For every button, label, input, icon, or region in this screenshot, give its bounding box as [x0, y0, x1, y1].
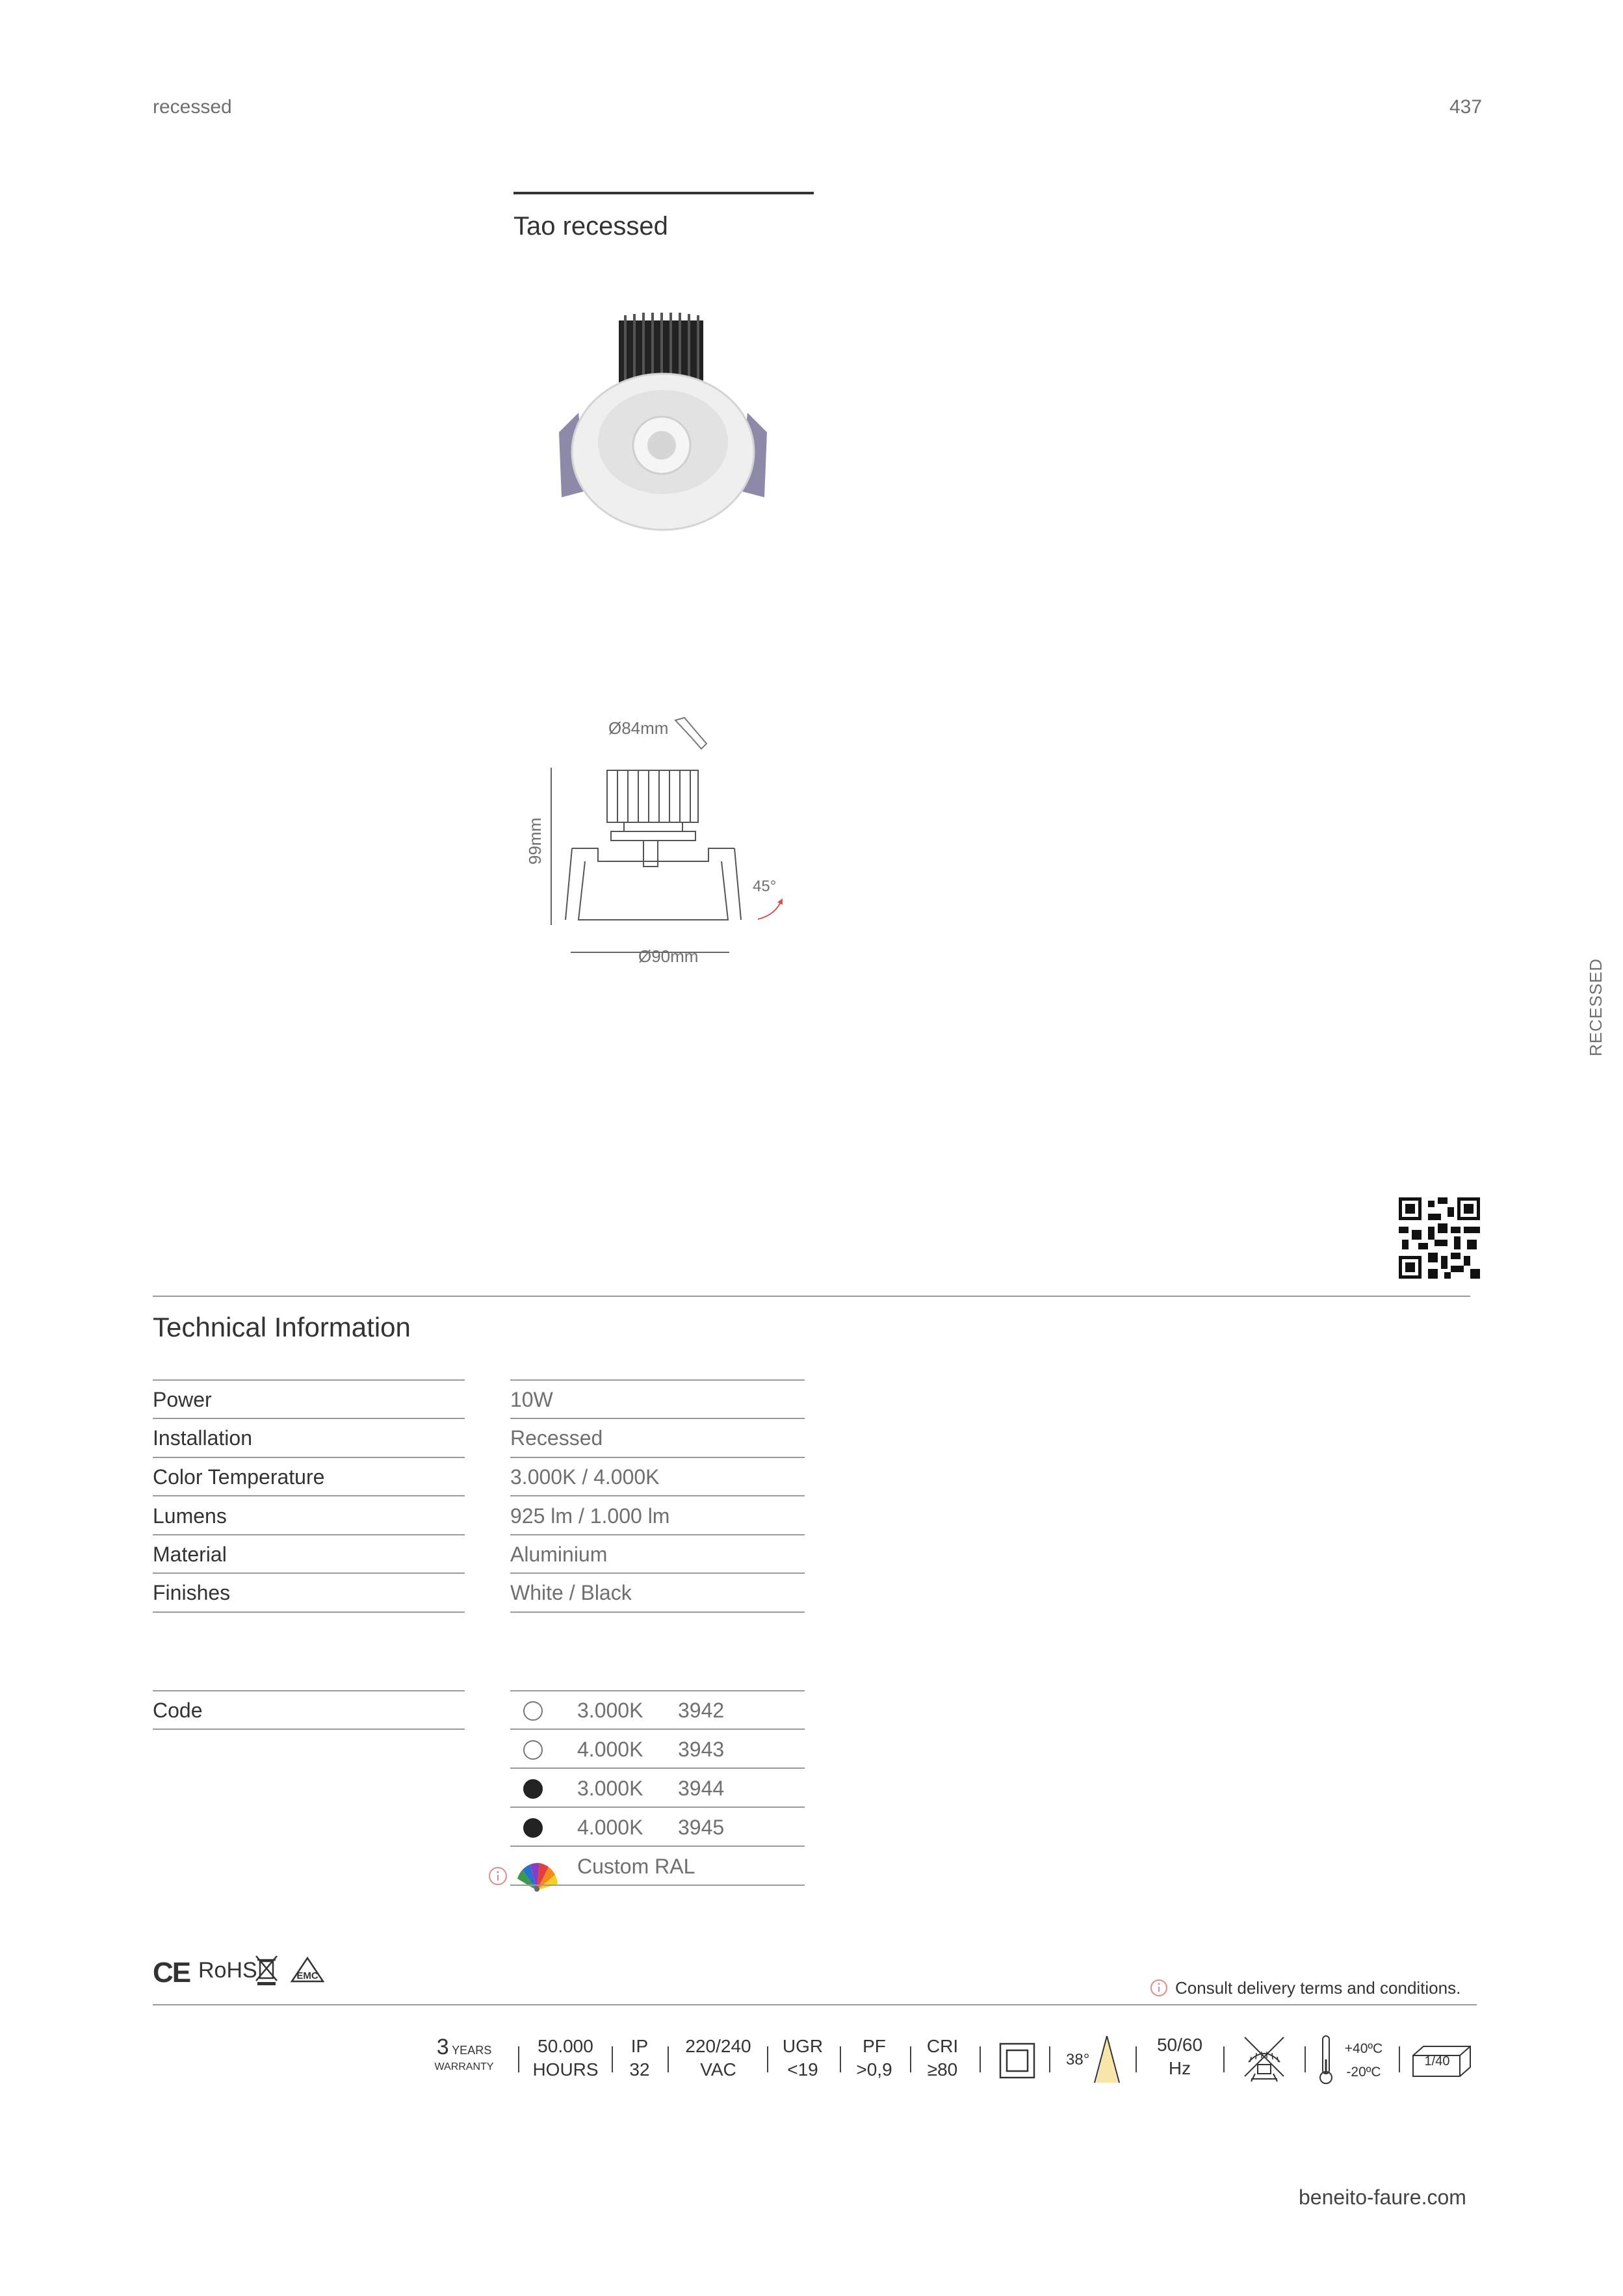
- color-fan-icon: [513, 1859, 560, 1893]
- row-divider: [510, 1768, 805, 1769]
- svg-text:EMC: EMC: [296, 1970, 318, 1981]
- beam-angle-icon: [1092, 2033, 1122, 2085]
- spring-clip-icon: [673, 715, 712, 754]
- spec-value: Aluminium: [510, 1543, 608, 1566]
- thermometer-icon: [1316, 2033, 1336, 2085]
- spec-value: Recessed: [510, 1426, 603, 1450]
- black-finish-swatch: [523, 1818, 543, 1838]
- row-divider: [153, 1418, 465, 1419]
- spec-value: 10W: [510, 1388, 553, 1411]
- ip-rating: [621, 2035, 658, 2081]
- row-divider: [153, 1690, 465, 1691]
- power-factor: [848, 2035, 900, 2081]
- code-number: 3944: [678, 1777, 725, 1800]
- pack-quantity: 1/40: [1424, 2054, 1450, 2068]
- row-divider: [510, 1495, 805, 1496]
- row-divider: [510, 1457, 805, 1458]
- tilt-label: 45°: [753, 878, 777, 895]
- spec-separator: [1399, 2046, 1400, 2072]
- product-photo: [552, 302, 773, 536]
- technical-heading: Technical Information: [153, 1312, 411, 1342]
- voltage-value: 220/240: [685, 2036, 751, 2056]
- spec-label: Color Temperature: [153, 1465, 325, 1489]
- code-number: 3942: [678, 1699, 725, 1722]
- ce-mark-icon: CE: [153, 1957, 190, 1989]
- spec-value: 925 lm / 1.000 lm: [510, 1504, 670, 1528]
- warranty-years: 3: [436, 2035, 449, 2059]
- code-number: 3943: [678, 1738, 725, 1761]
- beam-angle: 38°: [1066, 2051, 1090, 2068]
- ip-value: 32: [629, 2059, 650, 2080]
- ugr-label: UGR: [782, 2036, 824, 2056]
- spec-value: 3.000K / 4.000K: [510, 1465, 660, 1489]
- black-finish-swatch: [523, 1779, 543, 1799]
- side-tab-label: RECESSED: [1586, 958, 1605, 1056]
- pf-label: PF: [863, 2036, 886, 2056]
- spec-separator: [612, 2046, 613, 2072]
- code-temperature: 3.000K: [577, 1777, 643, 1800]
- spec-separator: [840, 2046, 841, 2072]
- white-finish-swatch: [523, 1701, 543, 1721]
- class-ii-icon: [999, 2042, 1035, 2079]
- warranty-unit: YEARS: [452, 2044, 492, 2057]
- spec-separator: [767, 2046, 768, 2072]
- section-label: recessed: [153, 96, 232, 118]
- row-divider: [153, 1611, 465, 1613]
- spec-separator: [518, 2046, 519, 2072]
- spec-separator: [910, 2046, 911, 2072]
- row-divider: [510, 1807, 805, 1808]
- height-label: 99mm: [525, 817, 545, 865]
- spec-separator: [1049, 2046, 1050, 2072]
- row-divider: [510, 1846, 805, 1847]
- spec-label: Material: [153, 1543, 227, 1566]
- spec-separator: [1305, 2046, 1306, 2072]
- row-divider: [510, 1729, 805, 1730]
- spec-separator: [1136, 2046, 1137, 2072]
- rohs-mark: RoHS: [198, 1958, 257, 1983]
- code-number: 3945: [678, 1816, 725, 1839]
- custom-ral-label: Custom RAL: [577, 1855, 695, 1878]
- lifetime-unit: HOURS: [532, 2059, 599, 2080]
- frequency-value: 50/60: [1156, 2035, 1203, 2055]
- code-temperature: 3.000K: [577, 1699, 643, 1722]
- spec-label: Installation: [153, 1426, 252, 1450]
- row-divider: [510, 1379, 805, 1381]
- info-icon[interactable]: [1149, 1978, 1169, 1998]
- top-diameter-label: Ø84mm: [608, 718, 669, 738]
- code-label: Code: [153, 1699, 203, 1722]
- spec-value: White / Black: [510, 1581, 632, 1604]
- ugr-value: <19: [787, 2059, 818, 2080]
- cri: [916, 2035, 968, 2081]
- code-temperature: 4.000K: [577, 1738, 643, 1761]
- row-divider: [510, 1690, 805, 1691]
- cri-label: CRI: [926, 2036, 959, 2056]
- spec-separator: [1223, 2046, 1225, 2072]
- ip-label: IP: [630, 2036, 649, 2056]
- row-divider: [153, 1495, 465, 1496]
- section-rule: [153, 1296, 1470, 1297]
- row-divider: [153, 1729, 465, 1730]
- qr-code[interactable]: [1399, 1197, 1480, 1279]
- lifetime-hours: [530, 2035, 601, 2081]
- ugr: [777, 2035, 829, 2081]
- row-divider: [153, 1457, 465, 1458]
- row-divider: [510, 1572, 805, 1574]
- temperature-max: +40ºC: [1344, 2041, 1383, 2056]
- no-insulation-cover-icon: [1238, 2033, 1290, 2085]
- spec-label: Lumens: [153, 1504, 227, 1528]
- code-temperature: 4.000K: [577, 1816, 643, 1839]
- product-title: Tao recessed: [513, 212, 668, 241]
- row-divider: [153, 1572, 465, 1574]
- row-divider: [510, 1611, 805, 1613]
- website-link[interactable]: beneito-faure.com: [1299, 2185, 1466, 2209]
- title-rule: [513, 192, 814, 194]
- bottom-diameter-label: Ø90mm: [638, 946, 699, 966]
- warranty-badge: [432, 2035, 497, 2073]
- row-divider: [510, 1418, 805, 1419]
- info-icon[interactable]: [487, 1866, 508, 1886]
- lifetime-value: 50.000: [538, 2036, 593, 2056]
- pf-value: >0,9: [856, 2059, 892, 2080]
- technical-drawing: [546, 764, 754, 959]
- row-divider: [510, 1534, 805, 1535]
- row-divider: [153, 1379, 465, 1381]
- operating-temperature: [1338, 2037, 1390, 2084]
- weee-bin-icon: [253, 1953, 279, 1986]
- tilt-arrow-icon: [755, 896, 788, 922]
- voltage-unit: VAC: [700, 2059, 736, 2080]
- spec-label: Finishes: [153, 1581, 231, 1604]
- white-finish-swatch: [523, 1740, 543, 1760]
- row-divider: [153, 1534, 465, 1535]
- frequency: [1147, 2033, 1212, 2080]
- temperature-min: -20ºC: [1346, 2065, 1381, 2080]
- page-number: 437: [1449, 96, 1483, 118]
- cri-value: ≥80: [927, 2059, 958, 2080]
- spec-separator: [668, 2046, 669, 2072]
- delivery-note: Consult delivery terms and conditions.: [1175, 1978, 1461, 1998]
- warranty-label: WARRANTY: [434, 2061, 494, 2072]
- voltage: [676, 2035, 760, 2081]
- spec-label: Power: [153, 1388, 212, 1411]
- certs-rule: [153, 2004, 1477, 2005]
- row-divider: [510, 1885, 805, 1886]
- emc-mark-icon: [289, 1955, 326, 1984]
- spec-separator: [980, 2046, 981, 2072]
- frequency-unit: Hz: [1168, 2058, 1191, 2078]
